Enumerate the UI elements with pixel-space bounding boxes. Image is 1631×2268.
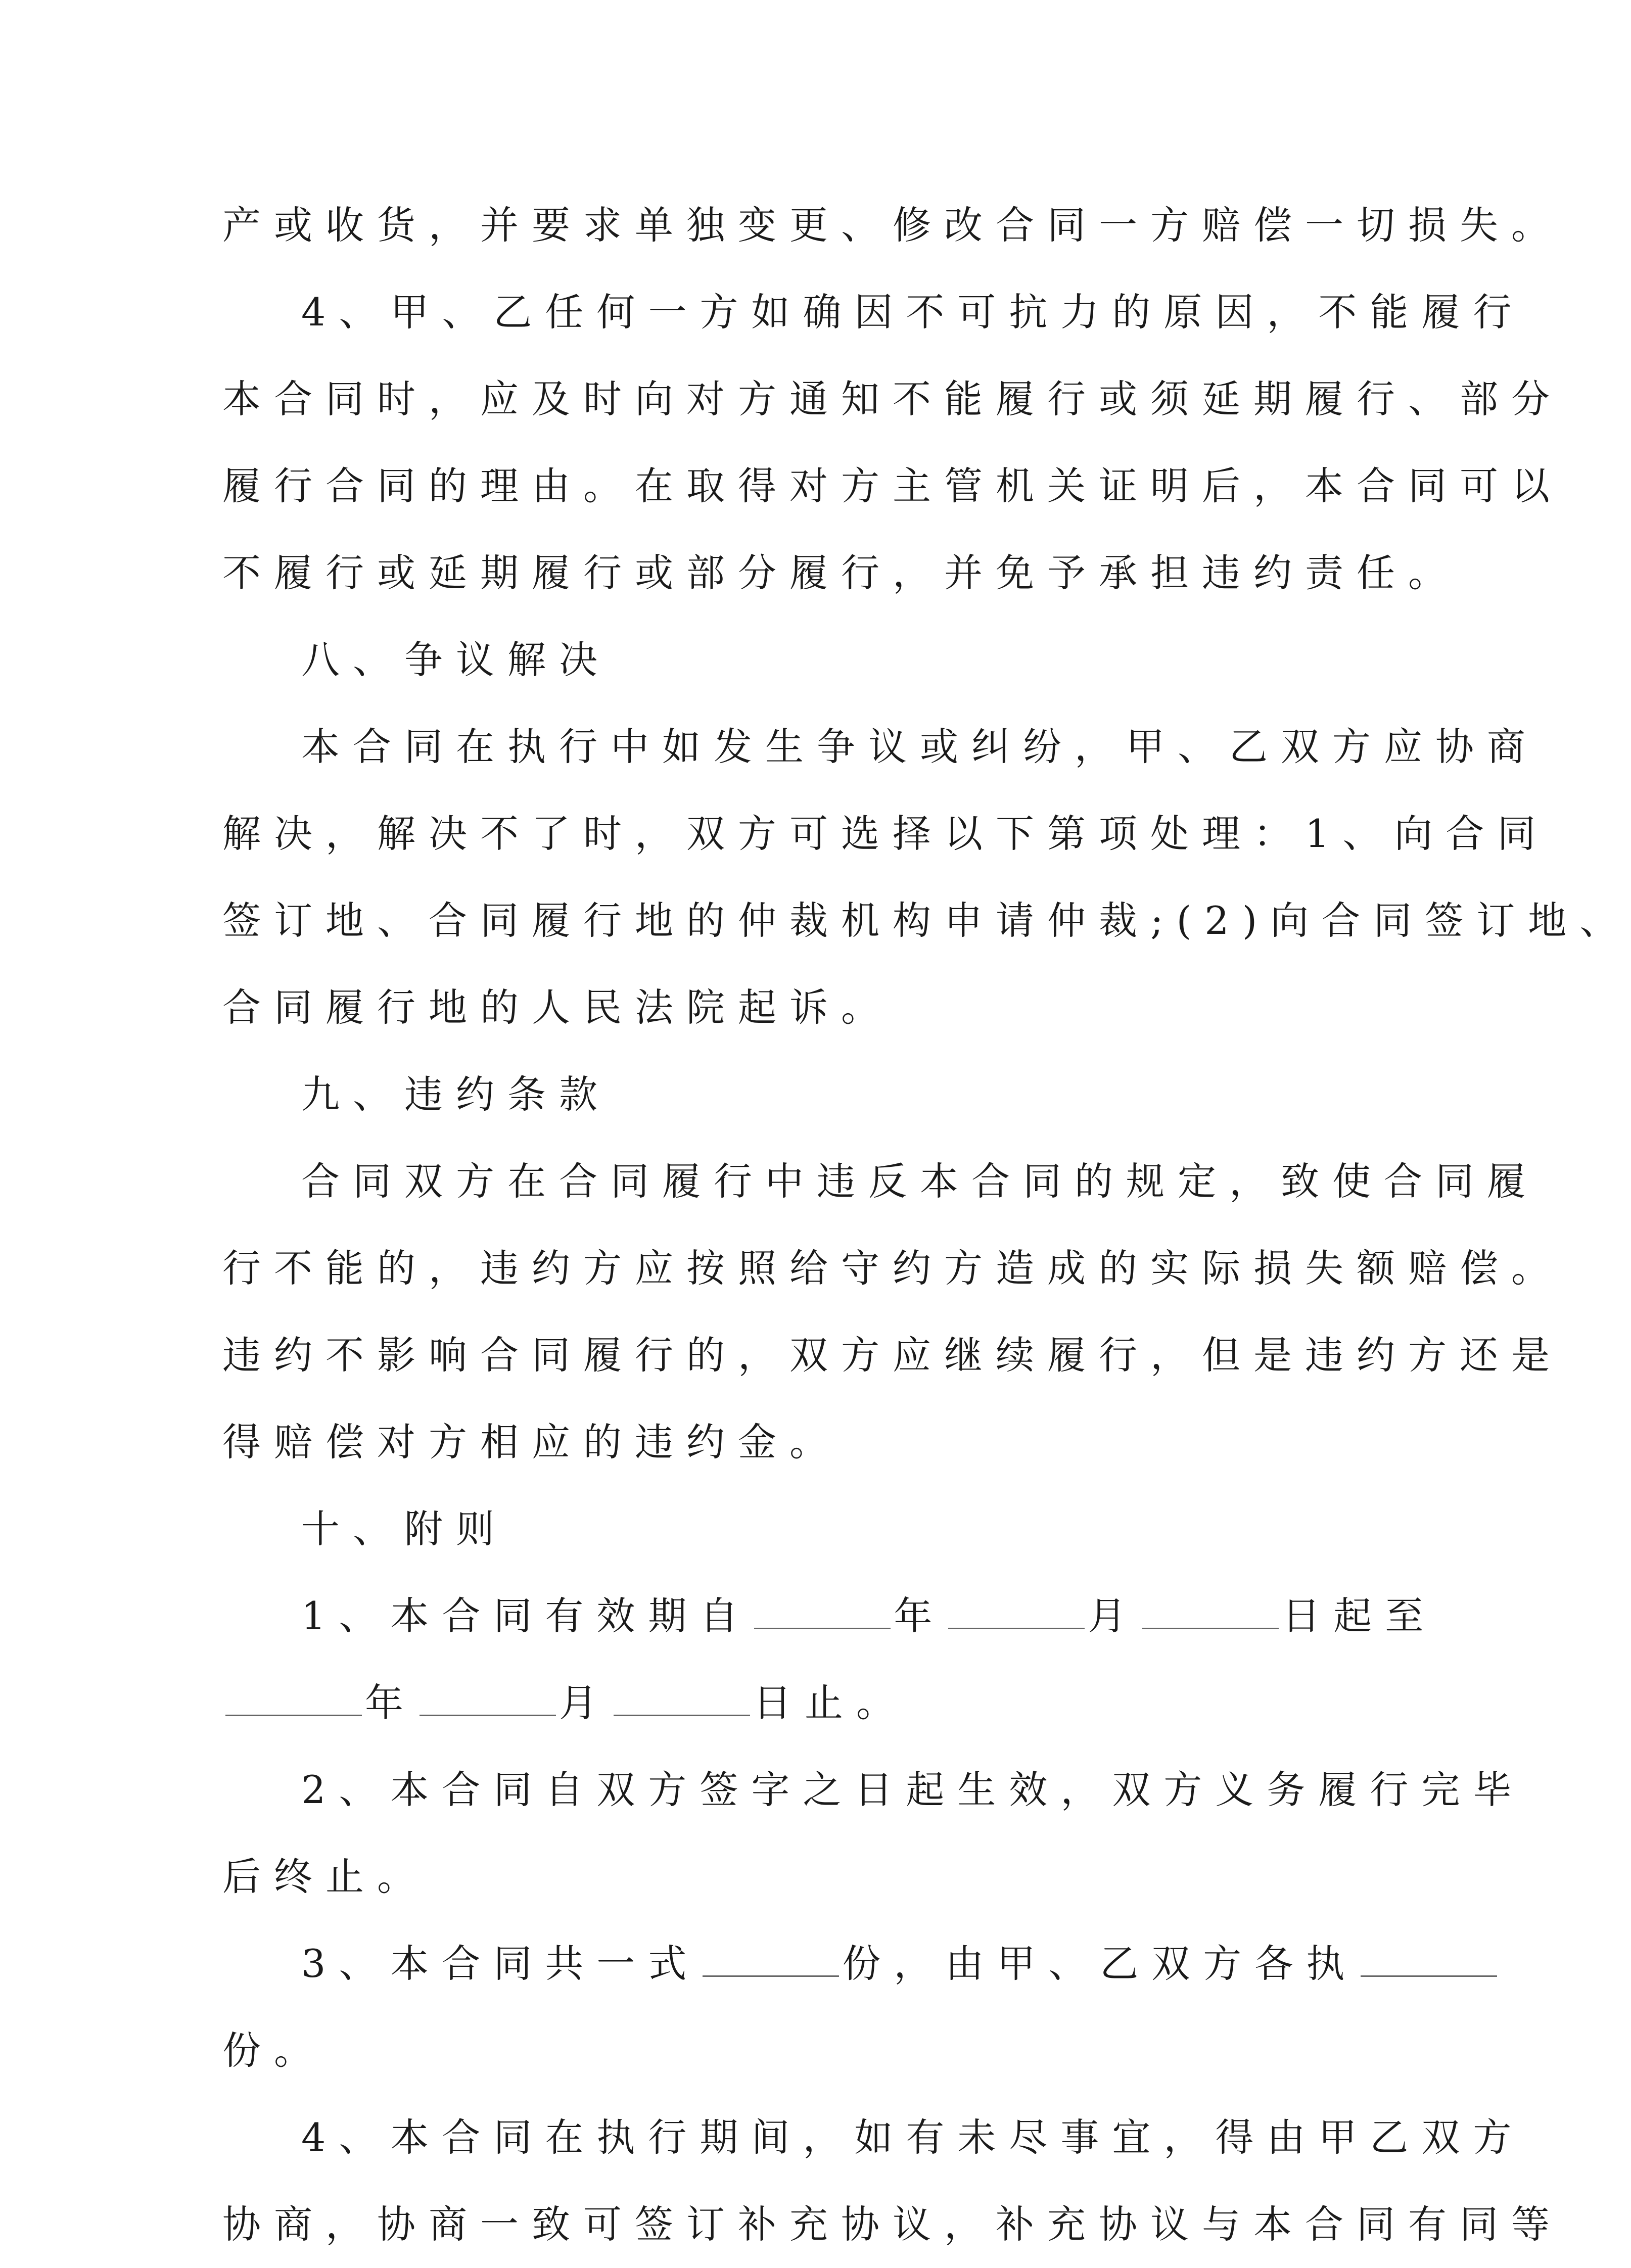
line-text: 违约不影响合同履行的，双方应继续履行，但是违约方还是 xyxy=(222,1333,1563,1378)
line-text: 日止。 xyxy=(753,1680,908,1725)
line-text: 签订地、合同履行地的仲裁机构申请仲裁;(2)向合同签订地、 xyxy=(222,898,1631,943)
text-line xyxy=(222,1920,1358,2007)
line-text: 3、本合同共一式 xyxy=(301,1941,700,1986)
line-text: 本合同在执行中如发生争议或纠纷，甲、乙双方应协商 xyxy=(301,724,1539,769)
line-text: 1、本合同有效期自 xyxy=(301,1593,752,1638)
text-line xyxy=(222,1833,1253,1920)
fill-in-blank[interactable] xyxy=(420,1664,556,1716)
fill-in-blank[interactable] xyxy=(1142,1577,1279,1629)
line-text: 2、本合同自双方签字之日起生效，双方义务履行完毕 xyxy=(301,1767,1525,1812)
line-text: 不履行或延期履行或部分履行，并免予承担违约责任。 xyxy=(222,550,1460,595)
line-text: 后终止。 xyxy=(222,1854,429,1899)
line-text: 合同履行地的人民法院起诉。 xyxy=(222,985,893,1030)
line-text: 行不能的，违约方应按照给守约方造成的实际损失额赔偿。 xyxy=(222,1246,1563,1291)
text-line xyxy=(222,1660,1253,1746)
text-line xyxy=(222,2181,1563,2268)
contract-body xyxy=(222,182,1631,2268)
text-line xyxy=(222,703,1539,790)
text-line xyxy=(222,2094,1525,2181)
fill-in-blank[interactable] xyxy=(1361,1925,1497,1977)
text-line xyxy=(222,1225,1563,1312)
line-text: 4、甲、乙任何一方如确因不可抗力的原因，不能履行 xyxy=(301,290,1525,335)
text-line xyxy=(222,269,1525,356)
text-line xyxy=(222,877,1631,964)
text-line xyxy=(222,1486,1253,1573)
line-text: 八、争议解决 xyxy=(301,637,611,682)
text-line xyxy=(222,1312,1563,1399)
line-text: 协商，协商一致可签订补充协议，补充协议与本合同有同等 xyxy=(222,2202,1563,2247)
text-line xyxy=(222,182,1563,269)
line-text: 得赔偿对方相应的违约金。 xyxy=(222,1420,841,1464)
line-text: 年 xyxy=(894,1593,946,1638)
text-line xyxy=(222,1138,1539,1225)
line-text: 份。 xyxy=(222,2028,325,2073)
text-line xyxy=(222,790,1549,877)
line-text: 本合同时，应及时向对方通知不能履行或须延期履行、部分 xyxy=(222,376,1563,421)
line-text: 日起至 xyxy=(1282,1593,1437,1638)
line-text: 解决，解决不了时，双方可选择以下第项处理：1、向合同 xyxy=(222,811,1549,856)
line-text: 月 xyxy=(559,1680,611,1725)
line-text: 十、附则 xyxy=(301,1506,507,1551)
text-line xyxy=(222,1399,1253,1486)
line-text: 月 xyxy=(1088,1593,1140,1638)
line-text: 年 xyxy=(365,1680,416,1725)
text-line xyxy=(222,1573,1437,1660)
line-text: 合同双方在合同履行中违反本合同的规定，致使合同履 xyxy=(301,1159,1539,1204)
line-text: 履行合同的理由。在取得对方主管机关证明后，本合同可以 xyxy=(222,463,1563,508)
text-line xyxy=(222,617,1253,703)
line-text: 份，由甲、乙双方各执 xyxy=(842,1941,1358,1986)
text-line xyxy=(222,356,1563,443)
fill-in-blank[interactable] xyxy=(948,1577,1085,1629)
line-text: 4、本合同在执行期间，如有未尽事宜，得由甲乙双方 xyxy=(301,2115,1525,2160)
text-line xyxy=(222,530,1460,617)
fill-in-blank[interactable] xyxy=(225,1664,362,1716)
fill-in-blank[interactable] xyxy=(614,1664,750,1716)
line-text: 产或收货，并要求单独变更、修改合同一方赔偿一切损失。 xyxy=(222,203,1563,248)
text-line xyxy=(222,964,1253,1051)
text-line xyxy=(222,1051,1253,1138)
line-text: 九、违约条款 xyxy=(301,1072,611,1117)
text-line xyxy=(222,1746,1525,1833)
fill-in-blank[interactable] xyxy=(754,1577,891,1629)
text-line xyxy=(222,443,1563,530)
text-line xyxy=(222,2007,1253,2094)
fill-in-blank[interactable] xyxy=(703,1925,839,1977)
